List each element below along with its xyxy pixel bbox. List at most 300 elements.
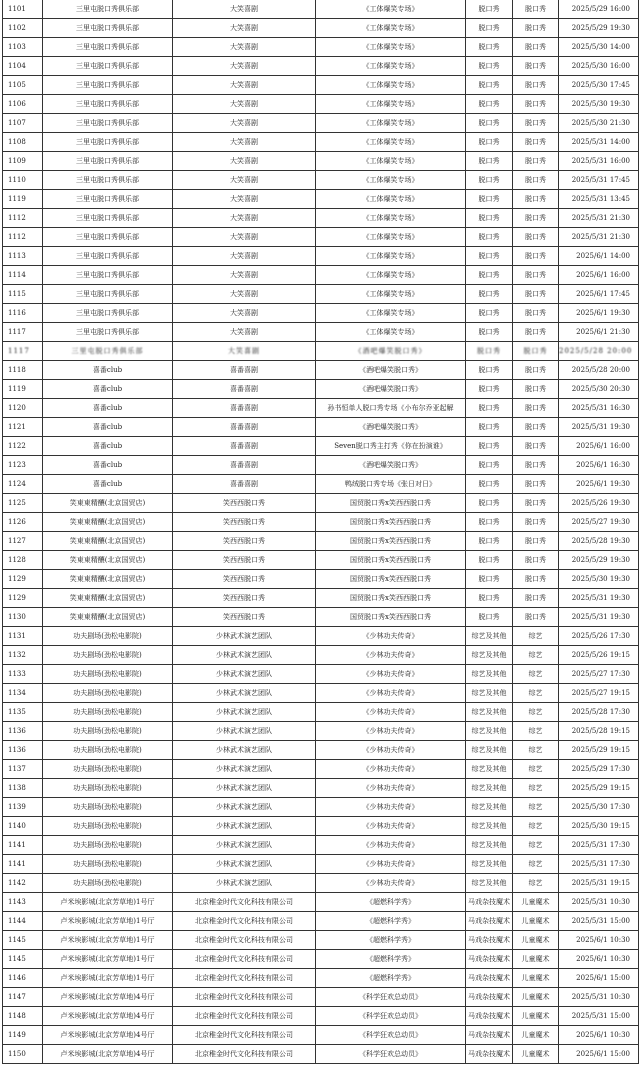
organizer-cell — [173, 57, 316, 76]
organizer-text: 大笑喜剧 — [230, 176, 258, 184]
organizer-cell — [173, 798, 316, 817]
show-time-text: 2025/5/30 17:30 — [571, 803, 630, 811]
subcategory-text: 脱口秀 — [525, 43, 546, 51]
show-title-cell — [316, 969, 466, 988]
organizer-text: 北京稚金时代文化科技有限公司 — [195, 955, 293, 963]
venue-text: 功夫剧场(劲松电影院) — [73, 689, 142, 697]
row-id-text: 1131 — [8, 632, 26, 640]
organizer-text: 喜番喜剧 — [230, 442, 258, 450]
venue-cell — [43, 684, 173, 703]
subcategory-cell — [513, 247, 559, 266]
category-text: 脱口秀 — [478, 252, 500, 260]
show-time-cell — [559, 1026, 639, 1045]
table-row — [3, 304, 639, 323]
subcategory-text: 综艺 — [528, 689, 543, 697]
subcategory-text: 脱口秀 — [525, 81, 546, 89]
row-id-cell — [3, 456, 43, 475]
show-time-cell — [559, 570, 639, 589]
show-title-text: 鸭绒脱口秀专场《张日对日》 — [345, 480, 436, 488]
show-title-cell — [316, 456, 466, 475]
show-title-text: 国贸脱口秀x笑西西脱口秀 — [350, 575, 431, 583]
subcategory-cell — [513, 779, 559, 798]
venue-cell — [43, 665, 173, 684]
venue-cell — [43, 152, 173, 171]
organizer-text: 北京稚金时代文化科技有限公司 — [195, 1050, 293, 1058]
row-id-cell — [3, 513, 43, 532]
venue-cell — [43, 608, 173, 627]
show-time-text: 2025/5/30 19:30 — [571, 575, 630, 583]
organizer-cell — [173, 646, 316, 665]
category-text: 脱口秀 — [478, 176, 500, 184]
subcategory-cell — [513, 57, 559, 76]
show-title-cell — [316, 760, 466, 779]
venue-text: 笑東東精釀(北京国贸店) — [69, 556, 146, 564]
category-cell — [466, 133, 513, 152]
table-row — [3, 931, 639, 950]
show-time-text: 2025/6/1 14:00 — [576, 252, 630, 260]
category-text: 综艺及其他 — [471, 860, 507, 868]
category-text: 马戏杂技魔术 — [468, 1050, 510, 1058]
row-id-cell — [3, 0, 43, 19]
show-title-text: 国贸脱口秀x笑西西脱口秀 — [350, 594, 431, 602]
show-time-cell — [559, 285, 639, 304]
table-row — [3, 570, 639, 589]
row-id-text: 1146 — [8, 974, 26, 982]
show-time-text: 2025/5/31 13:45 — [571, 195, 630, 203]
category-cell — [466, 0, 513, 19]
venue-text: 卢米埃影城(北京芳草地)1号厅 — [60, 974, 155, 982]
subcategory-text: 脱口秀 — [525, 214, 546, 222]
table-row — [3, 266, 639, 285]
show-time-cell — [559, 0, 639, 19]
organizer-cell — [173, 817, 316, 836]
subcategory-text: 脱口秀 — [525, 138, 546, 146]
table-row — [3, 627, 639, 646]
organizer-text: 笑西西脱口秀 — [223, 613, 265, 621]
organizer-cell — [173, 38, 316, 57]
show-title-text: 国贸脱口秀x笑西西脱口秀 — [350, 499, 431, 507]
show-title-cell — [316, 1007, 466, 1026]
category-cell — [466, 532, 513, 551]
subcategory-text: 脱口秀 — [525, 461, 546, 469]
row-id-cell — [3, 665, 43, 684]
row-id-cell — [3, 817, 43, 836]
show-time-cell — [559, 912, 639, 931]
table-row — [3, 969, 639, 988]
category-cell — [466, 627, 513, 646]
show-time-text: 2025/6/1 16:00 — [576, 442, 630, 450]
row-id-text: 1136 — [8, 727, 26, 735]
subcategory-cell — [513, 456, 559, 475]
category-cell — [466, 209, 513, 228]
table-row — [3, 494, 639, 513]
venue-cell — [43, 703, 173, 722]
category-cell — [466, 228, 513, 247]
show-title-text: 《工体爆笑专场》 — [362, 43, 419, 51]
category-cell — [466, 912, 513, 931]
subcategory-cell — [513, 152, 559, 171]
organizer-text: 大笑喜剧 — [230, 271, 258, 279]
subcategory-text: 脱口秀 — [525, 24, 546, 32]
category-cell — [466, 931, 513, 950]
organizer-cell — [173, 532, 316, 551]
show-title-text: 《少林功夫传奇》 — [362, 651, 419, 659]
category-cell — [466, 1026, 513, 1045]
table-row — [3, 722, 639, 741]
organizer-cell — [173, 133, 316, 152]
row-id-cell — [3, 76, 43, 95]
show-title-text: 《少林功夫传奇》 — [362, 860, 419, 868]
row-id-cell — [3, 798, 43, 817]
subcategory-cell — [513, 684, 559, 703]
show-title-cell — [316, 399, 466, 418]
subcategory-cell — [513, 513, 559, 532]
show-time-cell — [559, 760, 639, 779]
category-text: 综艺及其他 — [471, 746, 507, 754]
subcategory-text: 脱口秀 — [525, 404, 546, 412]
show-time-cell — [559, 817, 639, 836]
show-time-cell — [559, 76, 639, 95]
show-time-text: 2025/6/1 10:30 — [576, 955, 630, 963]
organizer-text: 喜番喜剧 — [230, 423, 258, 431]
category-cell — [466, 551, 513, 570]
show-time-cell — [559, 171, 639, 190]
category-text: 综艺及其他 — [471, 689, 507, 697]
venue-cell — [43, 893, 173, 912]
show-title-text: 《少林功夫传奇》 — [362, 822, 419, 830]
venue-cell — [43, 209, 173, 228]
show-time-text: 2025/6/1 10:30 — [576, 1031, 630, 1039]
row-id-text: 1109 — [8, 157, 26, 165]
subcategory-cell — [513, 190, 559, 209]
subcategory-text: 脱口秀 — [525, 575, 546, 583]
organizer-text: 少林武术演艺团队 — [216, 784, 272, 792]
show-title-text: 《工体爆笑专场》 — [362, 195, 419, 203]
organizer-text: 大笑喜剧 — [230, 214, 258, 222]
show-time-text: 2025/6/1 15:00 — [576, 974, 630, 982]
row-id-cell — [3, 608, 43, 627]
subcategory-text: 综艺 — [528, 727, 543, 735]
subcategory-text: 脱口秀 — [525, 613, 546, 621]
row-id-cell — [3, 171, 43, 190]
row-id-text: 1139 — [8, 803, 26, 811]
show-time-cell — [559, 456, 639, 475]
category-cell — [466, 38, 513, 57]
table-row — [3, 95, 639, 114]
show-title-text: 《酒吧爆笑脱口秀》 — [354, 347, 427, 355]
subcategory-text: 综艺 — [528, 765, 543, 773]
table-row — [3, 589, 639, 608]
category-text: 马戏杂技魔术 — [468, 974, 510, 982]
subcategory-text: 脱口秀 — [525, 157, 546, 165]
category-text: 脱口秀 — [478, 138, 500, 146]
subcategory-cell — [513, 475, 559, 494]
organizer-cell — [173, 380, 316, 399]
organizer-text: 喜番喜剧 — [230, 461, 258, 469]
subcategory-cell — [513, 133, 559, 152]
show-time-text: 2025/5/28 20:00 — [571, 366, 630, 374]
show-time-text: 2025/5/31 16:30 — [571, 404, 630, 412]
show-title-text: 《科学狂欢总动员》 — [359, 1031, 422, 1039]
row-id-cell — [3, 361, 43, 380]
row-id-text: 1116 — [8, 309, 26, 317]
venue-text: 三里屯脱口秀俱乐部 — [76, 62, 139, 70]
organizer-text: 大笑喜剧 — [230, 138, 258, 146]
schedule-table-body — [3, 0, 639, 1064]
subcategory-cell — [513, 171, 559, 190]
subcategory-text: 脱口秀 — [525, 62, 546, 70]
venue-text: 喜番club — [92, 461, 123, 469]
show-title-cell — [316, 741, 466, 760]
row-id-text: 1141 — [8, 860, 26, 868]
subcategory-text: 脱口秀 — [525, 537, 546, 545]
row-id-text: 1126 — [8, 518, 26, 526]
show-time-cell — [559, 1045, 639, 1064]
subcategory-cell — [513, 950, 559, 969]
subcategory-cell — [513, 323, 559, 342]
table-row — [3, 171, 639, 190]
venue-text: 功夫剧场(劲松电影院) — [73, 841, 142, 849]
organizer-cell — [173, 342, 316, 361]
category-cell — [466, 684, 513, 703]
show-title-cell — [316, 304, 466, 323]
category-cell — [466, 380, 513, 399]
show-title-text: 《工体爆笑专场》 — [362, 290, 419, 298]
subcategory-text: 综艺 — [528, 708, 543, 716]
category-text: 马戏杂技魔术 — [468, 1012, 510, 1020]
row-id-cell — [3, 285, 43, 304]
category-cell — [466, 247, 513, 266]
organizer-text: 大笑喜剧 — [230, 309, 258, 317]
organizer-cell — [173, 589, 316, 608]
show-time-cell — [559, 475, 639, 494]
show-time-cell — [559, 741, 639, 760]
venue-cell — [43, 361, 173, 380]
show-title-cell — [316, 418, 466, 437]
organizer-cell — [173, 0, 316, 19]
show-title-text: 国贸脱口秀x笑西西脱口秀 — [350, 518, 431, 526]
venue-text: 功夫剧场(劲松电影院) — [73, 651, 142, 659]
organizer-text: 大笑喜剧 — [230, 195, 258, 203]
row-id-text: 1114 — [8, 271, 26, 279]
venue-text: 功夫剧场(劲松电影院) — [73, 879, 142, 887]
organizer-text: 少林武术演艺团队 — [216, 689, 272, 697]
row-id-cell — [3, 209, 43, 228]
category-text: 综艺及其他 — [471, 841, 507, 849]
show-time-text: 2025/6/1 21:30 — [576, 328, 630, 336]
row-id-cell — [3, 1045, 43, 1064]
table-row — [3, 798, 639, 817]
organizer-cell — [173, 76, 316, 95]
show-time-text: 2025/5/29 19:30 — [571, 24, 630, 32]
show-title-cell — [316, 513, 466, 532]
category-text: 脱口秀 — [478, 119, 500, 127]
row-id-cell — [3, 874, 43, 893]
row-id-text: 1137 — [8, 765, 26, 773]
venue-cell — [43, 247, 173, 266]
table-row — [3, 57, 639, 76]
show-time-cell — [559, 361, 639, 380]
organizer-text: 喜番喜剧 — [230, 366, 258, 374]
show-time-text: 2025/6/1 19:30 — [576, 480, 630, 488]
category-cell — [466, 95, 513, 114]
row-id-cell — [3, 418, 43, 437]
subcategory-text: 脱口秀 — [525, 271, 546, 279]
organizer-cell — [173, 494, 316, 513]
table-row — [3, 1007, 639, 1026]
row-id-cell — [3, 342, 43, 361]
subcategory-cell — [513, 114, 559, 133]
row-id-text: 1101 — [8, 5, 26, 13]
show-time-cell — [559, 513, 639, 532]
organizer-text: 大笑喜剧 — [230, 24, 258, 32]
venue-text: 功夫剧场(劲松电影院) — [73, 727, 142, 735]
category-text: 脱口秀 — [478, 81, 500, 89]
category-cell — [466, 950, 513, 969]
show-title-text: 孙书恒单人脱口秀专场《小布尔乔亚起解 — [327, 404, 454, 412]
subcategory-text: 脱口秀 — [525, 252, 546, 260]
venue-text: 卢米埃影城(北京芳草地)4号厅 — [60, 1012, 155, 1020]
show-time-text: 2025/5/28 17:30 — [571, 708, 630, 716]
table-row — [3, 893, 639, 912]
venue-cell — [43, 418, 173, 437]
show-title-cell — [316, 1045, 466, 1064]
subcategory-cell — [513, 38, 559, 57]
venue-cell — [43, 19, 173, 38]
row-id-text: 1122 — [8, 442, 26, 450]
row-id-text: 1136 — [8, 746, 26, 754]
category-text: 脱口秀 — [478, 518, 500, 526]
venue-text: 三里屯脱口秀俱乐部 — [76, 43, 139, 51]
category-text: 脱口秀 — [478, 5, 500, 13]
show-title-cell — [316, 171, 466, 190]
subcategory-text: 儿童魔术 — [521, 898, 550, 906]
venue-text: 三里屯脱口秀俱乐部 — [76, 119, 139, 127]
show-title-cell — [316, 893, 466, 912]
venue-text: 卢米埃影城(北京芳草地)1号厅 — [60, 917, 155, 925]
show-title-cell — [316, 190, 466, 209]
show-time-cell — [559, 418, 639, 437]
subcategory-cell — [513, 285, 559, 304]
show-title-text: 《工体爆笑专场》 — [362, 328, 419, 336]
row-id-cell — [3, 532, 43, 551]
show-title-text: 《工体爆笑专场》 — [362, 214, 419, 222]
show-title-text: 《少林功夫传奇》 — [362, 708, 419, 716]
table-row — [3, 532, 639, 551]
category-cell — [466, 513, 513, 532]
row-id-text: 1121 — [8, 423, 26, 431]
row-id-cell — [3, 152, 43, 171]
category-text: 脱口秀 — [478, 100, 500, 108]
table-row — [3, 209, 639, 228]
subcategory-cell — [513, 532, 559, 551]
row-id-text: 1128 — [8, 556, 26, 564]
category-cell — [466, 494, 513, 513]
venue-text: 功夫剧场(劲松电影院) — [73, 632, 142, 640]
organizer-text: 大笑喜剧 — [230, 100, 258, 108]
organizer-cell — [173, 304, 316, 323]
table-row — [3, 1026, 639, 1045]
venue-text: 三里屯脱口秀俱乐部 — [76, 214, 139, 222]
organizer-cell — [173, 722, 316, 741]
organizer-text: 大笑喜剧 — [230, 233, 258, 241]
table-row — [3, 228, 639, 247]
organizer-text: 大笑喜剧 — [230, 157, 258, 165]
category-cell — [466, 437, 513, 456]
show-title-text: Seven脱口秀主打秀《你在扮演谁》 — [334, 442, 447, 450]
organizer-text: 喜番喜剧 — [230, 480, 258, 488]
row-id-text: 1147 — [8, 993, 26, 1001]
category-text: 脱口秀 — [478, 404, 500, 412]
category-text: 脱口秀 — [477, 347, 501, 355]
venue-text: 三里屯脱口秀俱乐部 — [76, 157, 139, 165]
category-text: 综艺及其他 — [471, 727, 507, 735]
category-cell — [466, 171, 513, 190]
show-time-cell — [559, 1007, 639, 1026]
table-row — [3, 475, 639, 494]
subcategory-text: 脱口秀 — [525, 309, 546, 317]
organizer-text: 少林武术演艺团队 — [216, 803, 272, 811]
show-time-text: 2025/5/30 21:30 — [571, 119, 630, 127]
show-time-cell — [559, 608, 639, 627]
row-id-text: 1117 — [8, 328, 26, 336]
organizer-cell — [173, 1045, 316, 1064]
venue-cell — [43, 76, 173, 95]
organizer-text: 大笑喜剧 — [230, 62, 258, 70]
show-time-cell — [559, 190, 639, 209]
table-row — [3, 684, 639, 703]
subcategory-text: 脱口秀 — [525, 290, 546, 298]
show-time-cell — [559, 836, 639, 855]
subcategory-text: 脱口秀 — [525, 518, 546, 526]
row-id-text: 1130 — [8, 613, 26, 621]
venue-cell — [43, 494, 173, 513]
show-title-cell — [316, 38, 466, 57]
subcategory-text: 儿童魔术 — [521, 993, 550, 1001]
venue-text: 卢米埃影城(北京芳草地)1号厅 — [60, 898, 155, 906]
organizer-cell — [173, 779, 316, 798]
venue-text: 三里屯脱口秀俱乐部 — [76, 5, 139, 13]
category-cell — [466, 874, 513, 893]
show-time-cell — [559, 532, 639, 551]
row-id-text: 1133 — [8, 670, 26, 678]
category-text: 马戏杂技魔术 — [468, 898, 510, 906]
subcategory-cell — [513, 1007, 559, 1026]
show-time-text: 2025/6/1 16:00 — [576, 271, 630, 279]
row-id-cell — [3, 988, 43, 1007]
venue-text: 卢米埃影城(北京芳草地)1号厅 — [60, 936, 155, 944]
show-time-text: 2025/5/29 19:30 — [571, 556, 630, 564]
venue-cell — [43, 855, 173, 874]
category-cell — [466, 988, 513, 1007]
table-row — [3, 19, 639, 38]
venue-text: 三里屯脱口秀俱乐部 — [76, 290, 139, 298]
venue-cell — [43, 836, 173, 855]
category-cell — [466, 760, 513, 779]
venue-text: 三里屯脱口秀俱乐部 — [76, 81, 139, 89]
organizer-text: 北京稚金时代文化科技有限公司 — [195, 917, 293, 925]
show-title-cell — [316, 19, 466, 38]
show-title-text: 《工体爆笑专场》 — [362, 157, 419, 165]
category-cell — [466, 342, 513, 361]
show-time-cell — [559, 950, 639, 969]
subcategory-cell — [513, 646, 559, 665]
organizer-text: 少林武术演艺团队 — [216, 765, 272, 773]
venue-text: 三里屯脱口秀俱乐部 — [76, 195, 139, 203]
show-title-text: 《工体爆笑专场》 — [362, 233, 419, 241]
subcategory-text: 综艺 — [528, 822, 543, 830]
venue-cell — [43, 228, 173, 247]
